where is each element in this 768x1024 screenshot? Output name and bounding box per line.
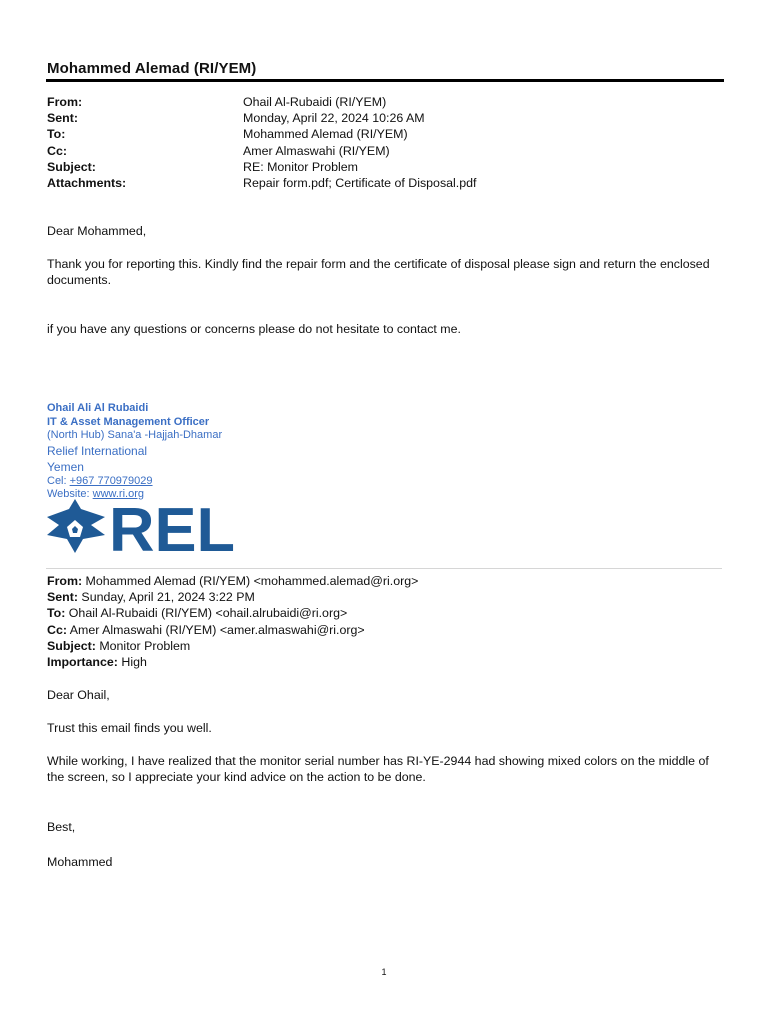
header-label: Attachments: — [47, 175, 127, 190]
original-paragraph: While working, I have realized that the monitor serial number has RI-YE-2944 had showing mixed colors on the middle of the screen, so I appreciate your kind advice on the action to be done. — [47, 754, 709, 785]
header-value: Ohail Al-Rubaidi (RI/YEM) — [243, 95, 387, 109]
header-row-sent — [47, 110, 476, 126]
original-to — [47, 605, 418, 621]
original-greeting: Dear Ohail, — [47, 688, 110, 702]
original-closing: Best, — [47, 820, 76, 834]
original-importance — [47, 654, 418, 670]
signature-org: Relief International — [47, 443, 148, 458]
header-label: Subject: — [47, 159, 96, 174]
original-value: High — [117, 655, 147, 670]
original-from — [47, 573, 418, 589]
document-title: Mohammed Alemad (RI/YEM) — [47, 60, 257, 77]
original-sent — [47, 589, 418, 605]
original-label: Cc: — [47, 622, 67, 637]
title-rule — [46, 79, 724, 82]
header-row-attachments — [47, 175, 476, 191]
original-value: Ohail Al-Rubaidi (RI/YEM) <ohail.alrubaidi@ri.org> — [65, 606, 348, 621]
signature-name: Ohail Ali Al Rubaidi — [47, 402, 149, 414]
signature-country: Yemen — [47, 459, 84, 474]
header-value: RE: Monitor Problem — [243, 159, 358, 174]
email-header-block — [47, 94, 476, 191]
header-row-to — [47, 126, 476, 142]
page-number: 1 — [381, 967, 387, 977]
reply-greeting: Dear Mohammed, — [47, 224, 147, 238]
header-label: Cc: — [47, 143, 67, 158]
header-label: To: — [47, 127, 66, 142]
original-value: Sunday, April 21, 2024 3:22 PM — [77, 590, 255, 605]
original-paragraph: Trust this email finds you well. — [47, 721, 212, 735]
website-link[interactable]: www.ri.org — [92, 488, 144, 500]
original-sender: Mohammed — [47, 855, 113, 869]
original-label: From: — [47, 574, 83, 588]
original-label: To: — [47, 606, 66, 621]
website-label: Website: — [47, 488, 93, 500]
signature-phone-line — [47, 475, 222, 489]
reply-paragraph: if you have any questions or concerns please do not hesitate to contact me. — [47, 322, 461, 336]
reply-paragraph: Thank you for reporting this. Kindly find the repair form and the certificate of disposal please sign and return the enclosed documents. — [47, 257, 710, 288]
header-row-subject — [47, 159, 476, 175]
logo-wordmark: REL — [109, 499, 235, 553]
header-label: From: — [47, 95, 83, 109]
original-value: Monitor Problem — [95, 638, 191, 653]
header-value: Amer Almaswahi (RI/YEM) — [243, 143, 390, 158]
original-value: Amer Almaswahi (RI/YEM) <amer.almaswahi@ri.org> — [66, 622, 365, 637]
original-value: Mohammed Alemad (RI/YEM) <mohammed.alemad@ri.org> — [82, 574, 419, 588]
original-message — [47, 573, 418, 670]
original-subject — [47, 638, 418, 654]
header-value: Mohammed Alemad (RI/YEM) — [243, 127, 408, 142]
original-label: Importance: — [47, 655, 118, 670]
email-signature — [47, 402, 222, 502]
header-row-from — [47, 94, 476, 110]
header-value: Monday, April 22, 2024 10:26 AM — [243, 111, 425, 126]
original-cc — [47, 622, 418, 638]
attachments-value[interactable]: Repair form.pdf; Certificate of Disposal.pdf — [243, 175, 477, 190]
original-label: Sent: — [47, 590, 78, 605]
logo-emblem-icon — [47, 499, 105, 553]
relief-international-logo — [47, 499, 237, 553]
signature-region: (North Hub) Sana'a -Hajjah-Dhamar — [47, 429, 223, 441]
header-label: Sent: — [47, 111, 78, 126]
signature-title: IT & Asset Management Officer — [47, 415, 210, 428]
phone-label: Cel: — [47, 474, 70, 487]
phone-link[interactable]: +967 770979029 — [69, 474, 153, 487]
header-row-cc — [47, 143, 476, 159]
message-divider — [46, 568, 722, 569]
original-label: Subject: — [47, 638, 96, 653]
